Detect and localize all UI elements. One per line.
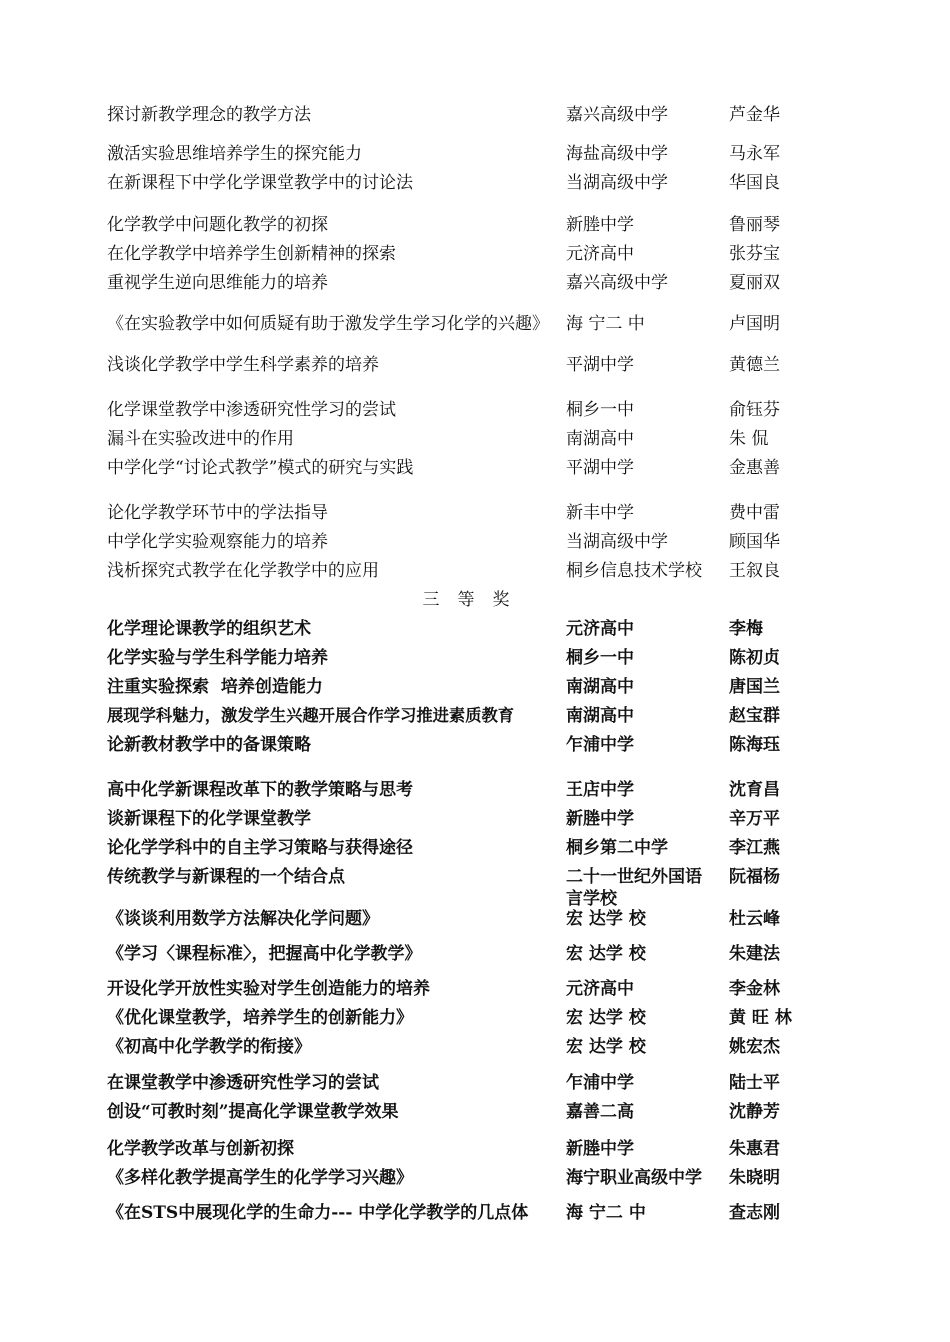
paper-title: 传统教学与新课程的一个结合点	[107, 867, 345, 887]
author-name: 李金林	[729, 979, 780, 999]
school-name: 海 宁二 中	[566, 314, 645, 334]
school-name: 二十一世纪外国语言学校	[566, 867, 702, 909]
author-name: 王叙良	[729, 561, 780, 581]
paper-title: 中学化学“讨论式教学”模式的研究与实践	[107, 458, 414, 478]
school-name: 宏 达学 校	[566, 909, 646, 929]
author-name: 陆士平	[729, 1073, 780, 1093]
school-name: 王店中学	[566, 780, 634, 800]
school-name: 平湖中学	[566, 458, 634, 478]
paper-title: 漏斗在实验改进中的作用	[107, 429, 294, 449]
school-name: 南湖高中	[566, 677, 634, 697]
school-name: 嘉善二高	[566, 1102, 634, 1122]
school-name: 元济高中	[566, 979, 634, 999]
paper-title: 化学实验与学生科学能力培养	[107, 648, 328, 668]
author-name: 李江燕	[729, 838, 780, 858]
school-name: 南湖高中	[566, 429, 634, 449]
paper-title: 浅析探究式教学在化学教学中的应用	[107, 561, 379, 581]
author-name: 顾国华	[729, 532, 780, 552]
school-name: 当湖高级中学	[566, 532, 668, 552]
author-name: 张芬宝	[729, 244, 780, 264]
school-name: 新塍中学	[566, 809, 634, 829]
paper-title: 高中化学新课程改革下的教学策略与思考	[107, 780, 413, 800]
school-name: 平湖中学	[566, 355, 634, 375]
paper-title: 中学化学实验观察能力的培养	[107, 532, 328, 552]
author-name: 黄德兰	[729, 355, 780, 375]
school-name: 当湖高级中学	[566, 173, 668, 193]
author-name: 鲁丽琴	[729, 215, 780, 235]
school-name: 桐乡第二中学	[566, 838, 668, 858]
school-name: 新丰中学	[566, 503, 634, 523]
school-name: 新塍中学	[566, 215, 634, 235]
paper-title: 《多样化教学提高学生的化学学习兴趣》	[107, 1168, 413, 1188]
author-name: 卢国明	[729, 314, 780, 334]
author-name: 费中雷	[729, 503, 780, 523]
author-name: 芦金华	[729, 105, 780, 125]
school-name: 嘉兴高级中学	[566, 105, 668, 125]
paper-title: 《在实验教学中如何质疑有助于激发学生学习化学的兴趣》	[107, 314, 549, 334]
school-name: 南湖高中	[566, 706, 634, 726]
paper-title: 论化学学科中的自主学习策略与获得途径	[107, 838, 413, 858]
section-heading-third-prize: 三等奖	[422, 590, 528, 610]
author-name: 阮福杨	[729, 867, 780, 887]
author-name: 金惠善	[729, 458, 780, 478]
school-name: 宏 达学 校	[566, 1037, 646, 1057]
paper-title: 浅谈化学教学中学生科学素养的培养	[107, 355, 379, 375]
paper-title: 《初高中化学教学的衔接》	[107, 1037, 311, 1057]
author-name: 朱惠君	[729, 1139, 780, 1159]
paper-title: 创设“可教时刻”提高化学课堂教学效果	[107, 1102, 399, 1122]
paper-title: 在课堂教学中渗透研究性学习的尝试	[107, 1073, 379, 1093]
school-name: 元济高中	[566, 619, 634, 639]
paper-title: 探讨新教学理念的教学方法	[107, 105, 311, 125]
school-name: 海 宁二 中	[566, 1203, 646, 1223]
author-name: 唐国兰	[729, 677, 780, 697]
author-name: 夏丽双	[729, 273, 780, 293]
paper-title: 注重实验探索 培养创造能力	[107, 677, 323, 697]
school-name: 新塍中学	[566, 1139, 634, 1159]
author-name: 李梅	[729, 619, 763, 639]
author-name: 辛万平	[729, 809, 780, 829]
paper-title: 化学课堂教学中渗透研究性学习的尝试	[107, 400, 396, 420]
paper-title: 《学习〈课程标准〉，把握高中化学教学》	[107, 944, 422, 964]
paper-title: 《谈谈利用数学方法解决化学问题》	[107, 909, 379, 929]
author-name: 马永军	[729, 144, 780, 164]
school-name: 嘉兴高级中学	[566, 273, 668, 293]
paper-title: 《在STS中展现化学的生命力--- 中学化学教学的几点体	[107, 1203, 529, 1223]
author-name: 陈初贞	[729, 648, 780, 668]
paper-title: 在新课程下中学化学课堂教学中的讨论法	[107, 173, 413, 193]
paper-title: 展现学科魅力，激发学生兴趣开展合作学习推进素质教育	[107, 706, 515, 725]
paper-title: 化学教学中问题化教学的初探	[107, 215, 328, 235]
school-name: 海宁职业高级中学	[566, 1168, 702, 1188]
paper-title: 论化学教学环节中的学法指导	[107, 503, 328, 523]
school-name: 宏 达学 校	[566, 1008, 646, 1028]
author-name: 俞钰芬	[729, 400, 780, 420]
author-name: 姚宏杰	[729, 1037, 780, 1057]
paper-title: 谈新课程下的化学课堂教学	[107, 809, 311, 829]
paper-title: 在化学教学中培养学生创新精神的探索	[107, 244, 396, 264]
author-name: 华国良	[729, 173, 780, 193]
school-name: 乍浦中学	[566, 1073, 634, 1093]
author-name: 朱晓明	[729, 1168, 780, 1188]
author-name: 朱 侃	[729, 429, 769, 449]
school-name: 桐乡信息技术学校	[566, 561, 702, 581]
paper-title: 《优化课堂教学，培养学生的创新能力》	[107, 1008, 413, 1028]
school-name: 宏 达学 校	[566, 944, 646, 964]
author-name: 陈海珏	[729, 735, 780, 755]
paper-title: 激活实验思维培养学生的探究能力	[107, 144, 362, 164]
author-name: 查志刚	[729, 1203, 780, 1223]
paper-title: 开设化学开放性实验对学生创造能力的培养	[107, 979, 430, 999]
author-name: 杜云峰	[729, 909, 780, 929]
author-name: 沈育昌	[729, 780, 780, 800]
school-name: 元济高中	[566, 244, 634, 264]
author-name: 赵宝群	[729, 706, 780, 726]
paper-title: 化学教学改革与创新初探	[107, 1139, 294, 1159]
author-name: 黄 旺 林	[729, 1008, 792, 1028]
author-name: 朱建法	[729, 944, 780, 964]
school-name: 海盐高级中学	[566, 144, 668, 164]
school-name: 乍浦中学	[566, 735, 634, 755]
school-name: 桐乡一中	[566, 400, 634, 420]
paper-title: 重视学生逆向思维能力的培养	[107, 273, 328, 293]
paper-title: 化学理论课教学的组织艺术	[107, 619, 311, 639]
paper-title: 论新教材教学中的备课策略	[107, 735, 311, 755]
author-name: 沈静芳	[729, 1102, 780, 1122]
school-name: 桐乡一中	[566, 648, 634, 668]
